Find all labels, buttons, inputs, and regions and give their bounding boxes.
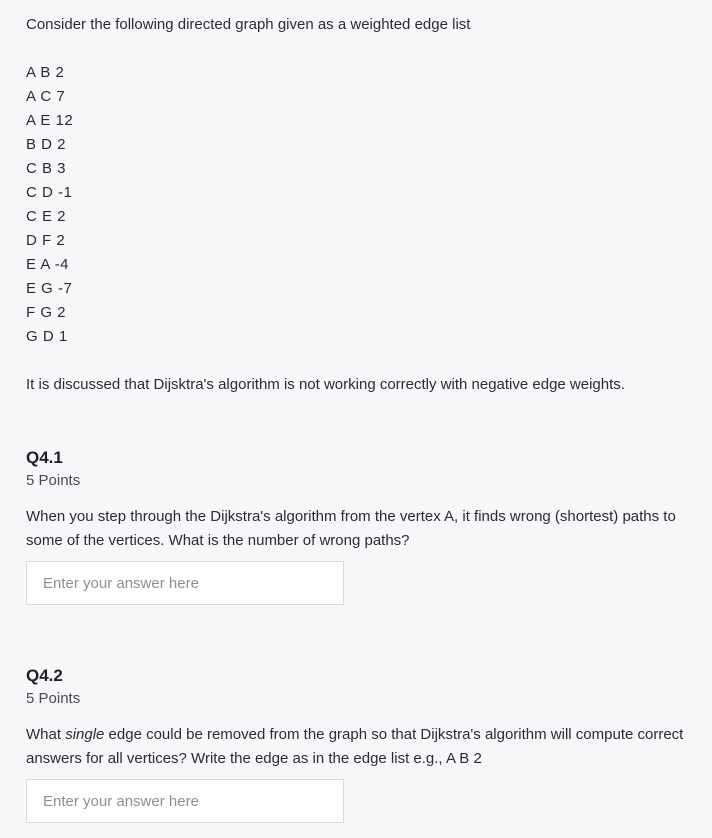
edge-item: D F 2 bbox=[26, 232, 66, 249]
edge-item: E A -4 bbox=[26, 256, 70, 273]
negative-weights-note: It is discussed that Dijsktra's algorithm is not working correctly with negative edge weights. bbox=[26, 376, 625, 393]
question-4-2-answer-box bbox=[26, 779, 344, 823]
edge-item: C D -1 bbox=[26, 184, 73, 201]
question-4-1-answer-input[interactable] bbox=[27, 562, 343, 604]
question-4-2-title: Q4.2 bbox=[26, 666, 63, 685]
edge-item: C E 2 bbox=[26, 208, 67, 225]
question-4-2-text-end: edge could be removed from the graph so that Dijkstra's algorithm will compute correct answers for all vertices? Write the edge as in the edge list e.g., A B 2 bbox=[26, 726, 684, 767]
edge-item: A C 7 bbox=[26, 88, 66, 105]
question-4-1-text: When you step through the Dijkstra's algorithm from the vertex A, it finds wrong (shortest) paths to some of the vertices. What is the number of wrong paths? bbox=[26, 508, 676, 549]
question-4-2-text-emphasis: single bbox=[65, 726, 105, 743]
edge-item: A B 2 bbox=[26, 64, 65, 81]
question-4-1-title: Q4.1 bbox=[26, 448, 63, 467]
edge-item: E G -7 bbox=[26, 280, 73, 297]
edge-item: G D 1 bbox=[26, 328, 68, 345]
edge-item: C B 3 bbox=[26, 160, 67, 177]
question-4-1-answer-box bbox=[26, 561, 344, 605]
edge-list bbox=[26, 63, 73, 351]
edge-item: F G 2 bbox=[26, 304, 67, 321]
edge-item: A E 12 bbox=[26, 112, 74, 129]
question-4-2-text-start: What bbox=[26, 726, 66, 743]
intro-text: Consider the following directed graph given as a weighted edge list bbox=[26, 16, 471, 33]
question-4-2-text bbox=[26, 723, 696, 771]
edge-item: B D 2 bbox=[26, 136, 67, 153]
question-4-2-points: 5 Points bbox=[26, 690, 81, 707]
question-4-1-points: 5 Points bbox=[26, 472, 81, 489]
question-4-2-answer-input[interactable] bbox=[27, 780, 343, 822]
